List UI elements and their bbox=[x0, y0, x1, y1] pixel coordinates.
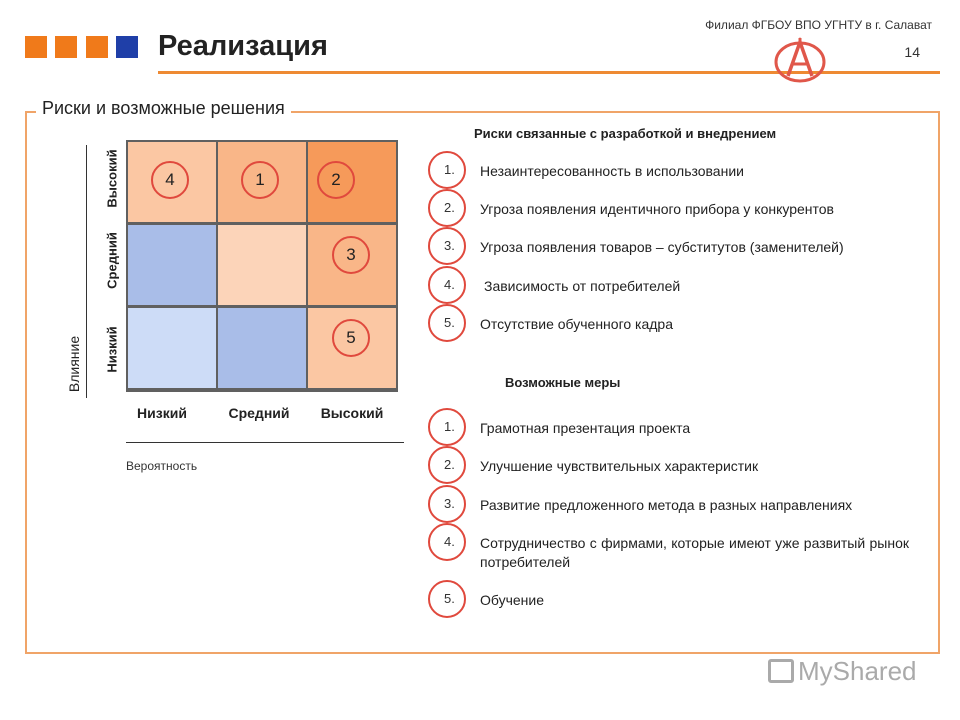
item-number: 3. bbox=[444, 238, 455, 253]
measures-heading: Возможные меры bbox=[505, 375, 621, 390]
header-square-2 bbox=[55, 36, 77, 58]
measure-item-3 bbox=[428, 485, 913, 525]
item-text: Сотрудничество с фирмами, которые имеют уже развитый рынок потребителей bbox=[480, 535, 909, 570]
col-label-medium: Средний bbox=[228, 405, 290, 421]
risks-heading: Риски связанные с разработкой и внедрением bbox=[474, 126, 777, 141]
item-number: 4. bbox=[444, 534, 455, 549]
item-number: 3. bbox=[444, 496, 455, 511]
risk-marker-5: 5 bbox=[332, 319, 370, 357]
risk-marker-3: 3 bbox=[332, 236, 370, 274]
risk-item-4 bbox=[428, 266, 913, 306]
row-label-medium: Средний bbox=[104, 232, 120, 289]
header-square-3 bbox=[86, 36, 108, 58]
watermark bbox=[768, 656, 917, 687]
risk-item-1 bbox=[428, 151, 913, 191]
header-square-1 bbox=[25, 36, 47, 58]
risk-item-2 bbox=[428, 189, 913, 229]
item-text: Обучение bbox=[480, 592, 545, 608]
item-number: 5. bbox=[444, 315, 455, 330]
item-text: Грамотная презентация проекта bbox=[480, 420, 691, 436]
item-text: Угроза появления идентичного прибора у конкурентов bbox=[480, 201, 834, 217]
item-number: 2. bbox=[444, 457, 455, 472]
university-logo-icon bbox=[772, 36, 828, 84]
x-axis-line bbox=[126, 442, 404, 443]
y-axis-line bbox=[86, 145, 87, 398]
section-title: Риски и возможные решения bbox=[36, 98, 291, 119]
risk-marker-1: 1 bbox=[241, 161, 279, 199]
watermark-text: MyShared bbox=[798, 656, 917, 686]
matrix-cell-low-impact-medium-prob bbox=[218, 308, 306, 388]
item-text: Отсутствие обученного кадра bbox=[480, 316, 674, 332]
row-label-high: Высокий bbox=[104, 149, 120, 208]
item-text: Улучшение чувствительных характеристик bbox=[480, 458, 759, 474]
item-text: Угроза появления товаров – субститутов (заменителей) bbox=[480, 239, 844, 255]
item-number: 1. bbox=[444, 419, 455, 434]
row-label-low: Низкий bbox=[104, 326, 120, 373]
item-number: 2. bbox=[444, 200, 455, 215]
item-number: 1. bbox=[444, 162, 455, 177]
item-text: Зависимость от потребителей bbox=[484, 278, 681, 294]
page-number: 14 bbox=[904, 44, 920, 60]
slideshow-icon bbox=[768, 659, 794, 683]
risk-marker-2: 2 bbox=[317, 161, 355, 199]
branch-name: Филиал ФГБОУ ВПО УГНТУ в г. Салават bbox=[705, 18, 932, 32]
item-text: Незаинтересованность в использовании bbox=[480, 163, 744, 179]
col-label-low: Низкий bbox=[137, 405, 187, 421]
matrix-cell-low-impact-low-prob bbox=[128, 308, 216, 388]
col-label-high: Высокий bbox=[320, 405, 384, 421]
matrix-cell-medium-impact-low-prob bbox=[128, 225, 216, 305]
item-number: 5. bbox=[444, 591, 455, 606]
header-square-4 bbox=[116, 36, 138, 58]
measure-item-1 bbox=[428, 408, 913, 448]
risk-marker-4: 4 bbox=[151, 161, 189, 199]
risk-item-3 bbox=[428, 227, 913, 267]
measure-item-2 bbox=[428, 446, 913, 486]
item-number: 4. bbox=[444, 277, 455, 292]
y-axis-label: Влияние bbox=[66, 335, 82, 393]
matrix-cell-medium-impact-medium-prob bbox=[218, 225, 306, 305]
measure-item-4 bbox=[428, 523, 913, 570]
risk-item-5 bbox=[428, 304, 913, 344]
page-title: Реализация bbox=[158, 30, 328, 62]
measure-item-5 bbox=[428, 580, 913, 620]
x-axis-label: Вероятность bbox=[126, 459, 198, 473]
item-text: Развитие предложенного метода в разных направлениях bbox=[480, 497, 853, 513]
